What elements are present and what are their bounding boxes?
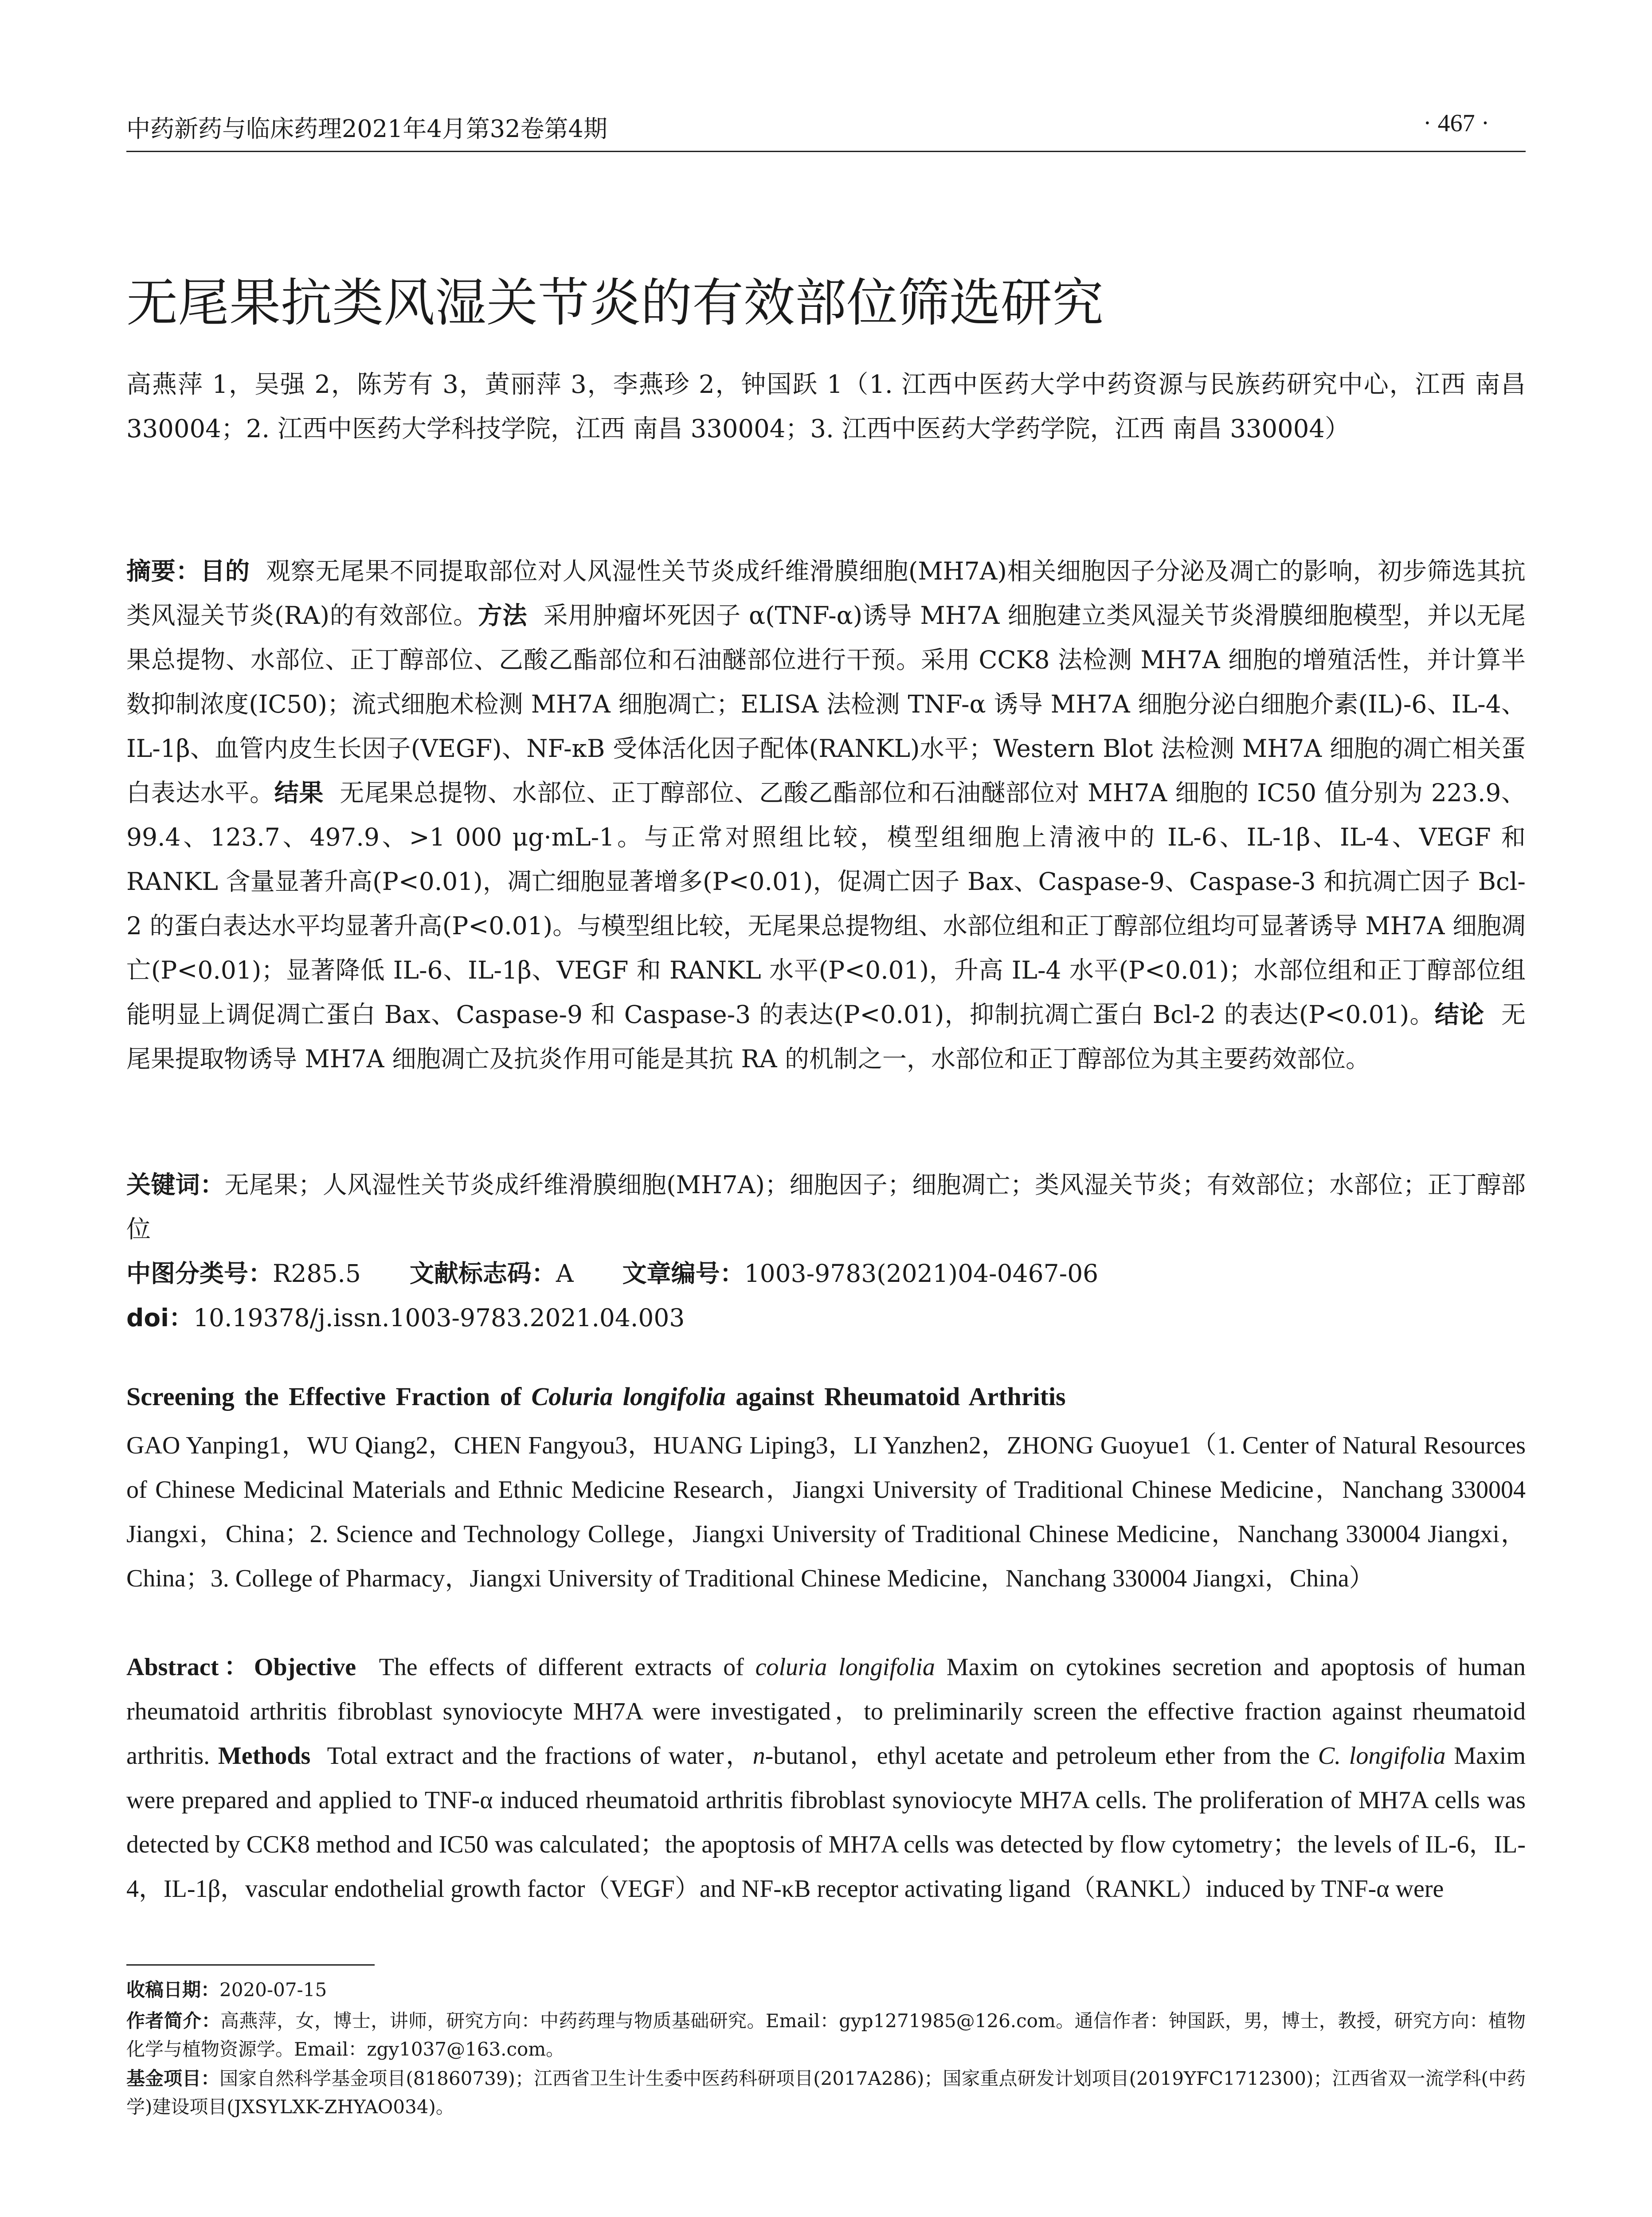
keywords-text: 无尾果；人风湿性关节炎成纤维滑膜细胞(MH7A)；细胞因子；细胞凋亡；类风湿关节炎；有效部位；水部位；正丁醇部位: [126, 1171, 1526, 1243]
funding: [126, 2064, 1526, 2121]
keywords: [126, 1163, 1526, 1251]
conclusion-label: 结论: [1434, 1000, 1485, 1029]
english-abstract-label: Abstract：: [126, 1653, 254, 1681]
clc-label: 中图分类号：: [126, 1259, 273, 1288]
results-text: 无尾果总提物、水部位、正丁醇部位、乙酸乙酯部位和石油醚部位对 MH7A 细胞的 IC50 值分别为 223.9、99.4、123.7、497.9、>1 000 μg·mL-1。与正常对照组比较，模型组细胞上清液中的 IL-6、IL-1β、IL-4、VEGF 和 RANKL 含量显著升高(P<0.01)，凋亡细胞显著增多(P<0.01)，促凋亡因子 Bax、Caspase-9、Caspase-3 和抗凋亡因子 Bcl-2 的蛋白表达水平均显著升高(P<0.01)。与模型组比较，无尾果总提物组、水部位组和正丁醇部位组均可显著诱导 MH7A 细胞凋亡(P<0.01)；显著降低 IL-6、IL-1β、VEGF 和 RANKL 水平(P<0.01)，升高 IL-4 水平(P<0.01)；水部位组和正丁醇部位组能明显上调促凋亡蛋白 Bax、Caspase-9 和 Caspase-3 的表达(P<0.01)，抑制抗凋亡蛋白 Bcl-2 的表达(P<0.01)。: [126, 779, 1526, 1029]
english-methods-text: Maxim were prepared and applied to TNF-α induced rheumatoid arthritis fibroblast synoviocyte MH7A cells. The proliferation of MH7A cells was detected by CCK8 method and IC50 was calculated；the apoptosis of MH7A cells was detected by flow cytometry；the levels of IL-6，IL-4，IL-1β，vascular endothelial growth factor（VEGF）and NF-κB receptor activating ligand（RANKL）induced by TNF-α were: [126, 1742, 1526, 1903]
page-number: · 467 ·: [1423, 110, 1490, 137]
clc-value: R285.5: [273, 1259, 361, 1288]
english-methods-label: Methods: [218, 1742, 311, 1770]
methods-label: 方法: [478, 601, 528, 630]
results-label: 结果: [274, 779, 324, 807]
classification-line: [126, 1251, 1098, 1296]
author-bio-text: 高燕萍，女，博士，讲师，研究方向：中药药理与物质基础研究。Email：gyp1271985@126.com。通信作者：钟国跃，男，博士，教授，研究方向：植物化学与植物资源学。Email：zgy1037@163.com。: [126, 2010, 1526, 2060]
english-species: C. longifolia: [1318, 1742, 1446, 1770]
english-title-part: Screening the Effective Fraction of: [126, 1382, 532, 1411]
paper-title: 无尾果抗类风湿关节炎的有效部位筛选研究: [126, 273, 1104, 333]
doi-value: 10.19378/j.issn.1003-9783.2021.04.003: [193, 1304, 685, 1332]
english-authors: GAO Yanping1，WU Qiang2，CHEN Fangyou3，HUANG Liping3，LI Yanzhen2，ZHONG Guoyue1（1. Center of Natural Resources of Chinese Medicinal Materials and Ethnic Medicine Research，Jiangxi University of Traditional Chinese Medicine，Nanchang 330004 Jiangxi，China；2. Science and Technology College，Jiangxi University of Traditional Chinese Medicine，Nanchang 330004 Jiangxi，China；3. College of Pharmacy，Jiangxi University of Traditional Chinese Medicine，Nanchang 330004 Jiangxi，China）: [126, 1432, 1526, 1592]
received-date: [126, 1976, 1526, 2004]
abstract-label: 摘要：: [126, 557, 201, 585]
funding-label: 基金项目：: [126, 2068, 220, 2089]
objective-label: 目的: [200, 557, 250, 585]
article-number-label: 文章编号：: [622, 1259, 744, 1288]
journal-header: 中药新药与临床药理2021年4月第32卷第4期: [126, 115, 607, 143]
english-objective-text: The effects of different extracts of: [379, 1653, 756, 1681]
english-title-species: Coluria longifolia: [531, 1382, 726, 1411]
article-number-value: 1003-9783(2021)04-0467-06: [744, 1259, 1099, 1288]
methods-text: 采用肿瘤坏死因子 α(TNF-α)诱导 MH7A 细胞建立类风湿关节炎滑膜细胞模型，并以无尾果总提物、水部位、正丁醇部位、乙酸乙酯部位和石油醚部位进行干预。采用 CCK8 法检测 MH7A 细胞的增殖活性，并计算半数抑制浓度(IC50)；流式细胞术检测 MH7A 细胞凋亡；ELISA 法检测 TNF-α 诱导 MH7A 细胞分泌白细胞介素(IL)-6、IL-4、IL-1β、血管内皮生长因子(VEGF)、NF-κB 受体活化因子配体(RANKL)水平；Western Blot 法检测 MH7A 细胞的凋亡相关蛋白表达水平。: [126, 601, 1526, 807]
author-bio-label: 作者简介：: [126, 2010, 221, 2032]
doi-label: doi：: [126, 1304, 194, 1332]
english-methods-text: -butanol，ethyl acetate and petroleum ether from the: [765, 1742, 1318, 1770]
english-objective-text: Maxim on cytokines secretion and apoptosis of human rheumatoid arthritis fibroblast synoviocyte MH7A were investigated，to preliminarily screen the effective fraction against rheumatoid arthritis.: [126, 1653, 1526, 1770]
author-affiliations: 高燕萍 1，吴强 2，陈芳有 3，黄丽萍 3，李燕珍 2，钟国跃 1（1. 江西中医药大学中药资源与民族药研究中心，江西 南昌 330004；2. 江西中医药大学科技学院，江西 南昌 330004；3. 江西中医药大学药学院，江西 南昌 330004）: [126, 370, 1526, 443]
english-title-part: against Rheumatoid Arthritis: [725, 1382, 1066, 1411]
english-objective-label: Objective: [254, 1653, 356, 1681]
author-bio: [126, 2007, 1526, 2064]
doc-code-value: A: [556, 1259, 574, 1288]
english-species: coluria longifolia: [755, 1653, 935, 1681]
objective-text: 观察无尾果不同提取部位对人风湿性关节炎成纤维滑膜细胞(MH7A)相关细胞因子分泌及凋亡的影响，初步筛选其抗类风湿关节炎(RA)的有效部位。: [126, 557, 1526, 630]
english-methods-text: Total extract and the fractions of water，: [327, 1742, 753, 1770]
conclusion-text: 无尾果提取物诱导 MH7A 细胞凋亡及抗炎作用可能是其抗 RA 的机制之一，水部位和正丁醇部位为其主要药效部位。: [126, 1000, 1526, 1073]
funding-text: 国家自然科学基金项目(81860739)；江西省卫生计生委中医药科研项目(2017A286)；国家重点研发计划项目(2019YFC1712300)；江西省双一流学科(中药学)建设项目(JXSYLXK-ZHYAO034)。: [126, 2068, 1526, 2118]
keywords-label: 关键词：: [126, 1171, 225, 1199]
english-abstract: [126, 1645, 1526, 1911]
doc-code-label: 文献标志码：: [409, 1259, 556, 1288]
chinese-abstract: [126, 549, 1526, 1081]
received-label: 收稿日期：: [126, 1979, 220, 2001]
english-methods-italic: n: [752, 1742, 765, 1770]
footnote-rule: [126, 1964, 375, 1966]
received-value: 2020-07-15: [219, 1979, 327, 2001]
doi-line: [126, 1296, 685, 1340]
header-rule: [126, 151, 1526, 152]
english-title: [126, 1382, 1066, 1411]
